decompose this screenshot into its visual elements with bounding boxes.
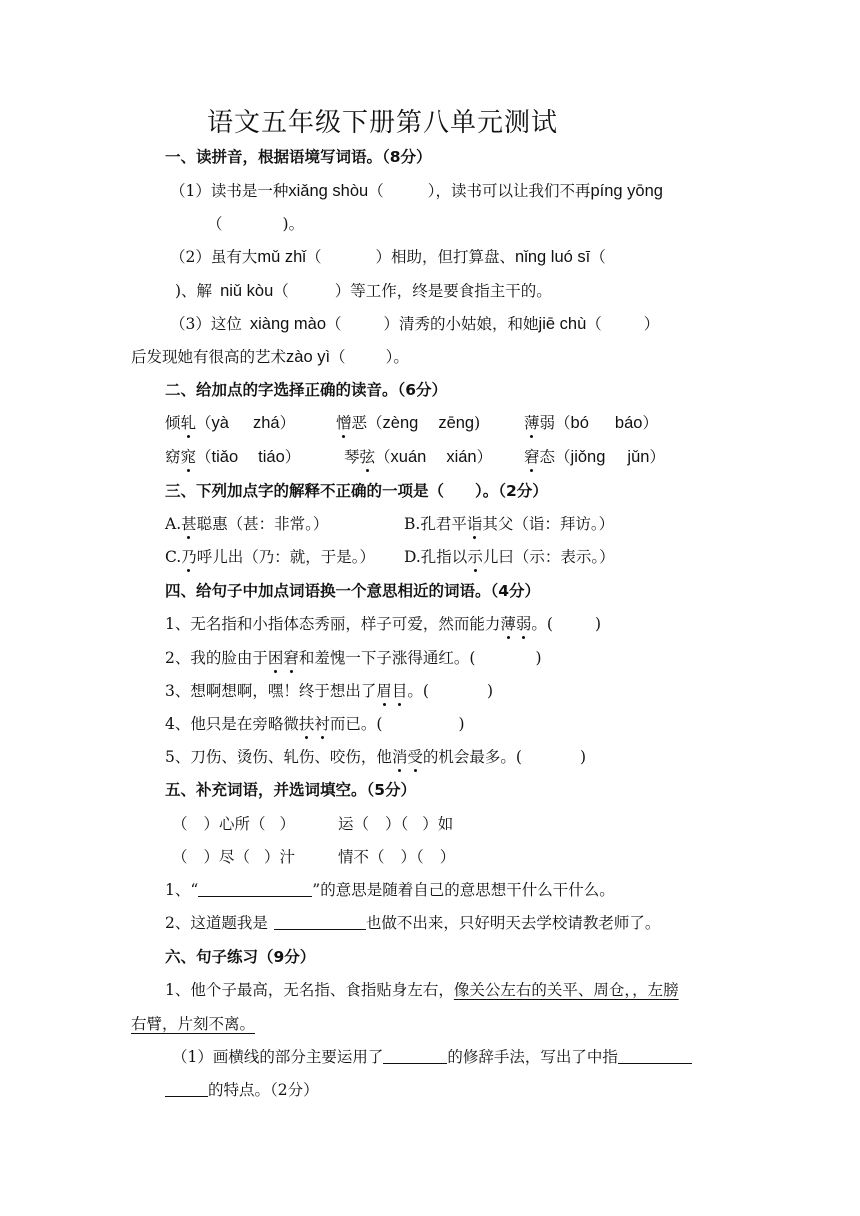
paren-open: （: [172, 815, 188, 833]
option-1[interactable]: tiǎo: [211, 448, 239, 466]
s3-option-a[interactable]: [165, 513, 328, 535]
paren-open: （: [196, 448, 212, 466]
text: 和羞愧一下子涨得通红。(: [298, 649, 476, 667]
answer-blank[interactable]: [383, 1046, 447, 1064]
underlined-text: 像关公左右的关平、周仓，，左膀: [453, 981, 679, 999]
s1-line-3: [170, 246, 606, 268]
paren-open: （: [590, 248, 606, 266]
s6-line-4: [165, 1079, 319, 1101]
paren-open: （: [305, 248, 322, 266]
option-2[interactable]: zēng: [438, 414, 475, 432]
text: 态: [539, 448, 556, 466]
text: 。(: [407, 682, 429, 700]
dotted-char: 弱: [515, 615, 532, 633]
dotted-char: 衬: [314, 715, 330, 733]
paren-close: ）: [439, 848, 456, 866]
paren-open: （: [196, 414, 212, 432]
paren-close: ）。: [385, 348, 409, 366]
paren-close: ）: [279, 414, 296, 432]
text: ），读书可以让我们不再: [427, 182, 591, 200]
dotted-char: 困: [267, 649, 284, 667]
underlined-text: 右臂，片刻不离。: [131, 1015, 256, 1033]
text: A.: [165, 515, 182, 533]
s1-line-4: [175, 280, 552, 302]
text: 5、刀伤、烫伤、轧伤、咬伤，他: [165, 748, 392, 766]
dotted-char: 窘: [283, 649, 299, 667]
answer-blank[interactable]: [198, 879, 312, 897]
s1-line-2: [207, 213, 304, 235]
section-3-heading: 三、下列加点字的解释不正确的一项是（ ）。（2分）: [165, 482, 548, 500]
text: ）心所（: [203, 815, 266, 833]
text: 3、想啊想啊，嘿！终于想出了: [165, 682, 377, 700]
s1-line-6: [131, 346, 409, 368]
dotted-char: 扶: [298, 715, 315, 733]
paren-close: ): [579, 748, 587, 766]
text: 恶: [351, 414, 368, 432]
section-6-heading: 六、句子练习（9分）: [165, 948, 316, 966]
s2-item-2: [336, 412, 480, 434]
text: ）尽（: [203, 848, 251, 866]
s5-word-2: [338, 813, 453, 835]
text: B.孔君平: [404, 515, 467, 533]
s4-item-4: [165, 713, 465, 735]
s4-item-3: [165, 680, 493, 702]
dotted-char: 诣: [466, 515, 483, 533]
dotted-char: 甚: [181, 515, 197, 533]
pinyin: xiàng mào: [249, 315, 327, 333]
paren-open: （: [586, 315, 602, 333]
text: 2、我的脸由于: [165, 649, 268, 667]
text: ）如: [422, 815, 454, 833]
s5-word-1: [172, 813, 295, 835]
text: ）相助，但打算盘、: [375, 248, 516, 266]
s1-line-5: [170, 313, 659, 335]
text: ）（: [385, 815, 409, 833]
text: ）清秀的小姑娘，和她: [383, 315, 539, 333]
paren-close: ）: [279, 815, 296, 833]
pinyin: zào yì: [286, 348, 331, 366]
text: C.: [165, 548, 182, 566]
text: ”的意思是随着自己的意思想干什么干什么。: [312, 881, 615, 899]
pinyin: niǔ kòu: [220, 282, 274, 300]
paren-close: ）: [643, 315, 660, 333]
text: 1、“: [165, 881, 199, 899]
paren-open: （: [367, 414, 383, 432]
text: 。(: [531, 615, 553, 633]
pinyin: xiǎng shòu: [288, 182, 369, 200]
text: （1）画横线的部分主要运用了: [172, 1048, 384, 1066]
paren-open: （: [207, 215, 223, 233]
paren-close: ): [474, 414, 481, 432]
s5-question-1: [165, 879, 615, 901]
text: （2）虽有大: [170, 248, 258, 266]
text: 的机会最多。(: [422, 748, 522, 766]
option-1[interactable]: xuán: [390, 448, 427, 466]
text: 倾: [165, 414, 181, 432]
s2-item-5: [344, 446, 492, 468]
pinyin: píng yōng: [590, 182, 663, 200]
answer-blank[interactable]: [274, 912, 366, 930]
option-1[interactable]: zèng: [382, 414, 419, 432]
text: ）（: [400, 848, 424, 866]
s3-option-b[interactable]: [404, 513, 614, 535]
s1-line-1: [170, 180, 663, 202]
dotted-char: 薄: [500, 615, 516, 633]
text: ）等工作，终是要食指主干的。: [334, 282, 552, 300]
s2-item-4: [165, 446, 300, 468]
s2-item-6: [524, 446, 665, 468]
text: 后发现她有很高的艺术: [131, 348, 287, 366]
dotted-char: 轧: [180, 414, 197, 432]
option-1[interactable]: jiǒng: [570, 448, 606, 466]
paren-open: （: [555, 414, 571, 432]
paren-close: ）: [642, 414, 658, 432]
paren-open: （: [375, 448, 391, 466]
text: 而已。(: [329, 715, 383, 733]
option-2[interactable]: báo: [614, 414, 643, 432]
paren-close: ): [535, 649, 542, 667]
option-1[interactable]: yà: [211, 414, 229, 432]
text: 情不（: [338, 848, 385, 866]
dotted-char: 乃: [181, 548, 197, 566]
text: （1）读书是一种: [170, 182, 289, 200]
text: 聪惠（甚：非常。）: [196, 515, 329, 533]
paren-open: （: [330, 348, 346, 366]
pinyin: nǐng luó sī: [515, 248, 591, 266]
text: 4、他只是在旁略微: [165, 715, 299, 733]
s6-line-1: [165, 979, 679, 1001]
option-2[interactable]: xián: [446, 448, 477, 466]
dotted-char: 受: [407, 748, 423, 766]
dotted-char: 目: [391, 682, 408, 700]
dotted-char: 消: [391, 748, 408, 766]
text: 的修辞手法，写出了中指: [447, 1048, 618, 1066]
paren-close: ）: [649, 448, 665, 466]
text: （3）这位: [170, 315, 242, 333]
s3-option-c[interactable]: [165, 546, 375, 568]
text: ）汁: [264, 848, 296, 866]
pinyin: mǔ zhǐ: [257, 248, 306, 266]
paren-close: ): [458, 715, 465, 733]
s5-word-4: [338, 846, 455, 868]
dotted-char: 窘: [524, 448, 540, 466]
paren-close: ): [594, 615, 602, 633]
text: 琴: [344, 448, 360, 466]
answer-blank[interactable]: [165, 1079, 208, 1097]
dotted-char: 示: [467, 548, 483, 566]
paren-close: ）: [284, 448, 301, 466]
s2-item-3: [524, 412, 658, 434]
pinyin: jiē chù: [538, 315, 587, 333]
text: 1、无名指和小指体态秀丽，样子可爱，然而能力: [165, 615, 501, 633]
section-1-heading: 一、读拼音，根据语境写词语。（8分）: [165, 148, 432, 166]
text: 儿曰（示：表示。）: [482, 548, 615, 566]
text: D.孔指以: [404, 548, 468, 566]
section-5-heading: 五、补充词语，并选词填空。（5分）: [165, 781, 417, 799]
text: 呼儿出（乃：就，于是。）: [196, 548, 376, 566]
paren-open: （: [555, 448, 571, 466]
s4-item-2: [165, 647, 542, 669]
paren-close: )。: [282, 215, 305, 233]
option-2[interactable]: tiáo: [258, 448, 285, 466]
dotted-char: 眉: [376, 682, 392, 700]
s5-word-3: [172, 846, 295, 868]
s6-line-3: [172, 1046, 692, 1068]
dotted-char: 憎: [336, 414, 352, 432]
text: 2、这道题我是: [165, 914, 268, 932]
text: 其父（诣：拜访。）: [482, 515, 615, 533]
text: )、解: [175, 282, 213, 300]
text: 也做不出来，只好明天去学校请教老师了。: [365, 914, 661, 932]
text: 运（: [338, 815, 370, 833]
paren-close: ): [486, 682, 494, 700]
option-2[interactable]: jǔn: [627, 448, 650, 466]
text: 1、他个子最高，无名指、食指贴身左右，: [165, 981, 454, 999]
s3-option-d[interactable]: [404, 546, 615, 568]
s6-line-2: [131, 1013, 255, 1035]
text: 的特点。（2分）: [208, 1081, 319, 1099]
paren-close: ）: [476, 448, 493, 466]
section-4-heading: 四、给句子中加点词语换一个意思相近的词语。（4分）: [165, 582, 541, 600]
text: 窈: [165, 448, 181, 466]
dotted-char: 薄: [524, 414, 540, 432]
s4-item-1: [165, 613, 601, 635]
dotted-char: 窕: [180, 448, 197, 466]
paren-open: （: [172, 848, 188, 866]
text: 弱: [539, 414, 556, 432]
paren-open: （: [326, 315, 342, 333]
paren-open: （: [368, 182, 384, 200]
s2-item-1: [165, 412, 295, 434]
dotted-char: 弦: [359, 448, 376, 466]
s5-question-2: [165, 912, 660, 934]
option-2[interactable]: zhá: [252, 414, 280, 432]
section-2-heading: 二、给加点的字选择正确的读音。（6分）: [165, 381, 448, 399]
answer-blank[interactable]: [618, 1046, 692, 1064]
option-1[interactable]: bó: [570, 414, 589, 432]
paren-open: （: [273, 282, 289, 300]
s4-item-5: [165, 746, 586, 768]
page-title: 语文五年级下册第八单元测试: [207, 108, 559, 138]
